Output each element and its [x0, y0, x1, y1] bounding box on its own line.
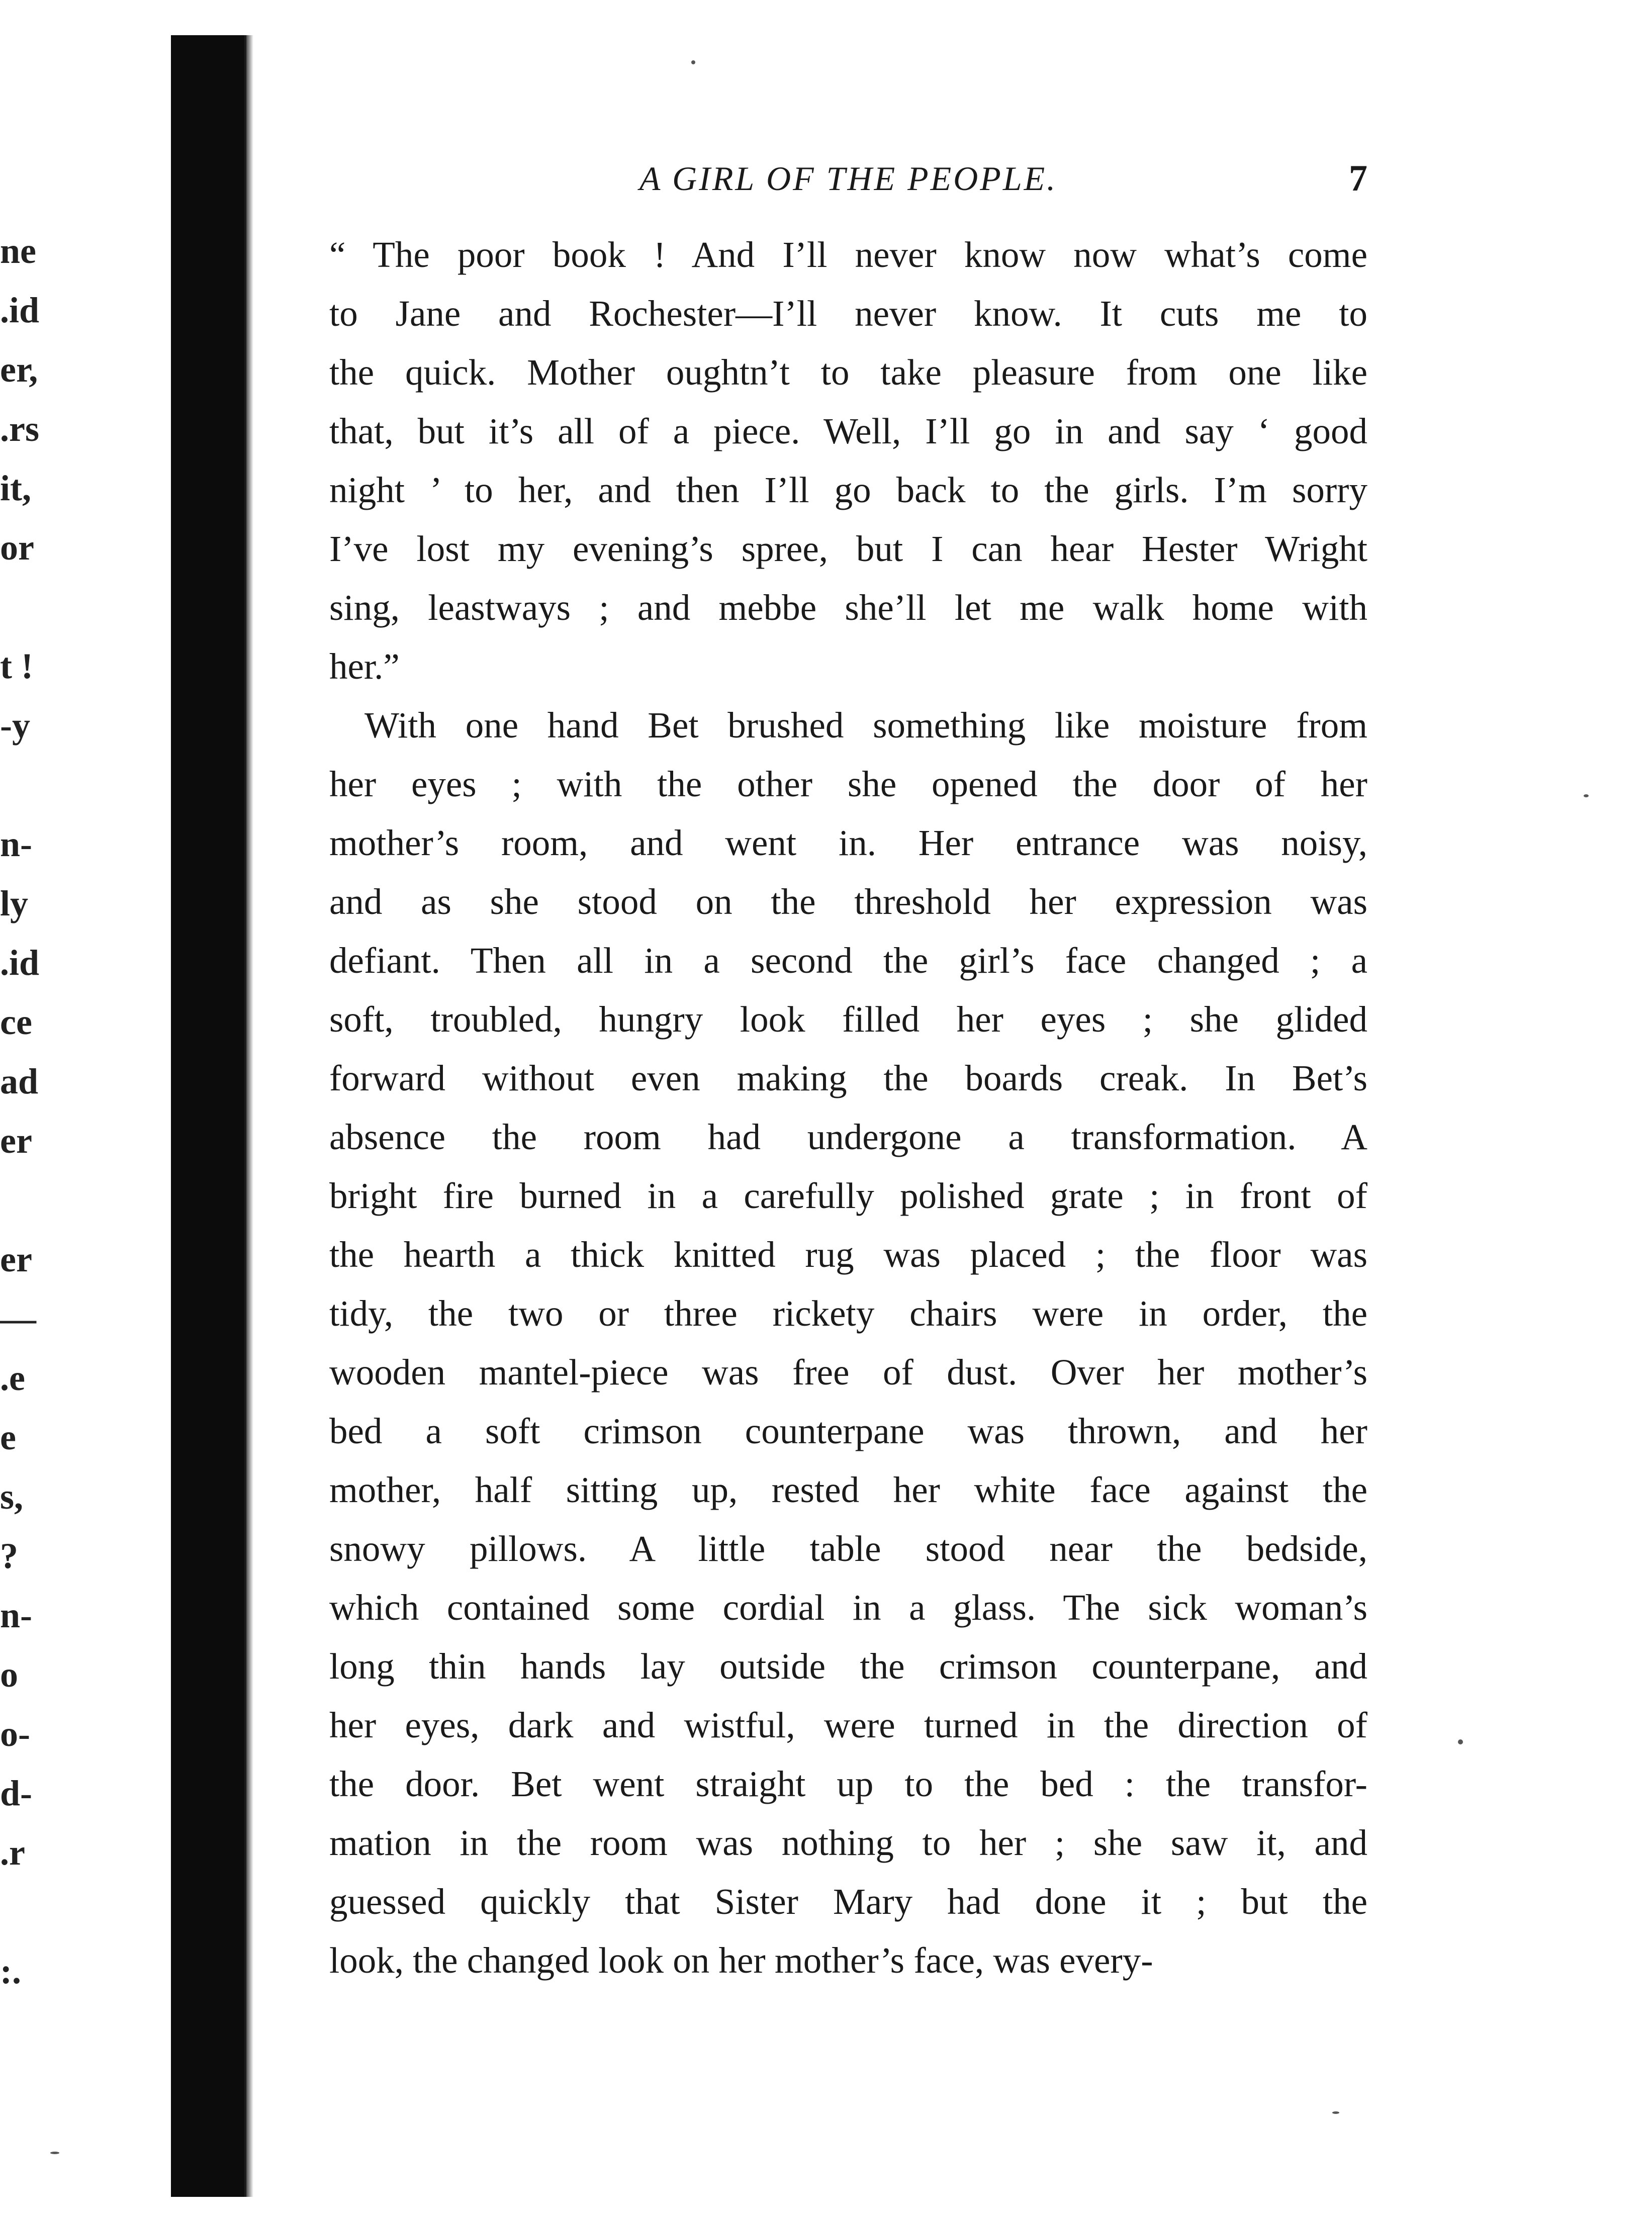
fragment-line: n-: [0, 1595, 33, 1635]
fragment-line: ad: [0, 1061, 39, 1101]
text-line: mother, half sitting up, rested her white face against the: [329, 1469, 1367, 1510]
fragment-line: ?: [0, 1536, 18, 1576]
body-text: [329, 225, 1367, 1990]
fragment-line: s,: [0, 1476, 24, 1517]
text-line: mation in the room was nothing to her ; she saw it, and: [329, 1822, 1367, 1863]
text-line: that, but it’s all of a piece. Well, I’ll go in and say ‘ good: [329, 411, 1367, 451]
scan-speck: [1332, 2111, 1339, 2114]
text-line: long thin hands lay outside the crimson counterpane, and: [329, 1646, 1367, 1687]
scan-speck: [50, 2152, 59, 2154]
text-line: absence the room had undergone a transformation. A: [329, 1117, 1367, 1157]
fragment-line: er: [0, 1121, 32, 1161]
fragment-line: or: [0, 527, 34, 568]
text-line: which contained some cordial in a glass. The sick woman’s: [329, 1587, 1367, 1628]
fragment-line: ce: [0, 1002, 32, 1042]
fragment-line: er,: [0, 349, 38, 390]
fragment-line: .r: [0, 1832, 25, 1873]
fragment-line: [0, 1170, 70, 1230]
text-line: wooden mantel-piece was free of dust. Over her mother’s: [329, 1352, 1367, 1393]
running-header: [329, 151, 1367, 206]
fragment-line: -y: [0, 705, 30, 746]
text-line: night ’ to her, and then I’ll go back to the girls. I’m sorry: [329, 470, 1367, 510]
binding-gutter-edge: [244, 35, 253, 2197]
text-line: tidy, the two or three rickety chairs were in order, the: [329, 1293, 1367, 1334]
scan-speck: [691, 60, 695, 64]
text-line: defiant. Then all in a second the girl’s face changed ; a: [329, 940, 1367, 981]
fragment-line: t !: [0, 646, 33, 686]
fragment-line: d-: [0, 1773, 33, 1813]
text-line: the hearth a thick knitted rug was placed ; the floor was: [329, 1234, 1367, 1275]
text-line: her.”: [329, 646, 400, 687]
text-line: “ The poor book ! And I’ll never know now what’s come: [329, 234, 1367, 275]
scan-speck: [1584, 794, 1589, 797]
text-line: and as she stood on the threshold her expression was: [329, 881, 1367, 922]
fragment-line: [0, 1882, 70, 1941]
fragment-line: ly: [0, 883, 29, 923]
fragment-line: o-: [0, 1714, 30, 1754]
text-line: soft, troubled, hungry look filled her eyes ; she glided: [329, 999, 1367, 1040]
page-number: 7: [1349, 158, 1367, 199]
text-line: With one hand Bet brushed something like moisture from: [364, 705, 1367, 746]
fragment-line: .rs: [0, 409, 39, 449]
text-line: snowy pillows. A little table stood near the bedside,: [329, 1528, 1367, 1569]
text-line: the quick. Mother oughtn’t to take pleasure from one like: [329, 352, 1367, 393]
fragment-line: n-: [0, 824, 33, 864]
text-line: mother’s room, and went in. Her entrance was noisy,: [329, 822, 1367, 863]
previous-page-fragments: [0, 221, 70, 2001]
fragment-line: :.: [0, 1951, 21, 1991]
fragment-line: [0, 755, 70, 814]
text-line: her eyes, dark and wistful, were turned in the direction of: [329, 1705, 1367, 1745]
text-line: I’ve lost my evening’s spree, but I can hear Hester Wright: [329, 528, 1367, 569]
fragment-line: .e: [0, 1358, 25, 1398]
fragment-line: e: [0, 1417, 16, 1457]
text-line: forward without even making the boards creak. In Bet’s: [329, 1058, 1367, 1098]
binding-gutter: [171, 35, 246, 2197]
text-line: bright fire burned in a carefully polished grate ; in front of: [329, 1175, 1367, 1216]
text-line: bed a soft crimson counterpane was thrown, and her: [329, 1411, 1367, 1451]
text-line: her eyes ; with the other she opened the door of her: [329, 764, 1367, 804]
text-line: guessed quickly that Sister Mary had done it ; but the: [329, 1881, 1367, 1922]
text-line: to Jane and Rochester—I’ll never know. It cuts me to: [329, 293, 1367, 334]
text-line: sing, leastways ; and mebbe she’ll let me walk home with: [329, 587, 1367, 628]
fragment-line: —: [0, 1299, 36, 1339]
text-line: look, the changed look on her mother’s face, was every-: [329, 1940, 1153, 1981]
fragment-line: ne: [0, 231, 36, 271]
fragment-line: it,: [0, 468, 31, 508]
scan-speck: [1458, 1739, 1463, 1744]
text-line: the door. Bet went straight up to the bed : the transfor-: [329, 1764, 1367, 1804]
fragment-line: .id: [0, 290, 40, 330]
fragment-line: er: [0, 1239, 32, 1279]
fragment-line: .id: [0, 943, 40, 983]
fragment-line: [0, 577, 70, 636]
running-title: A GIRL OF THE PEOPLE.: [639, 159, 1058, 198]
fragment-line: o: [0, 1654, 18, 1695]
